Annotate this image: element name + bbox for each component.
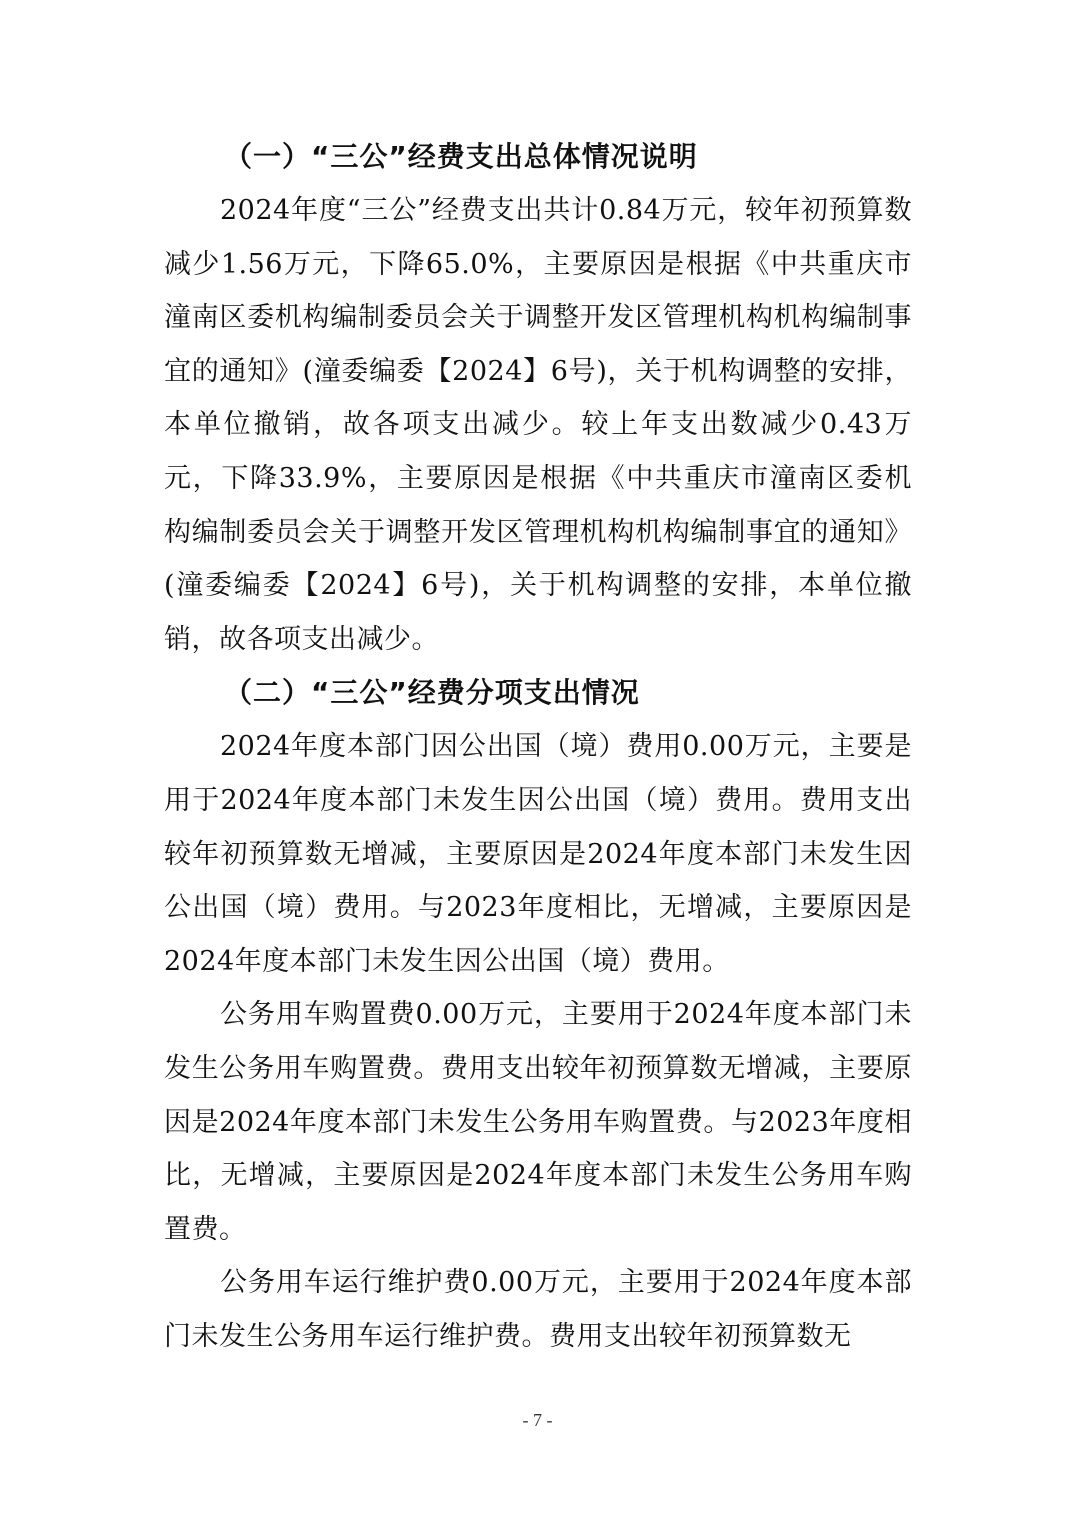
paragraph: 2024年度本部门因公出国（境）费用0.00万元，主要是用于2024年度本部门未发生因公出国（境）费用。费用支出较年初预算数无增减，主要原因是2024年度本部门未发生因公出国（境）费用。与2023年度相比，无增减，主要原因是2024年度本部门未发生因公出国（境）费用。 <box>164 731 912 977</box>
paragraph: 公务用车购置费0.00万元，主要用于2024年度本部门未发生公务用车购置费。费用支出较年初预算数无增减，主要原因是2024年度本部门未发生公务用车购置费。与2023年度相比，无增减，主要原因是2024年度本部门未发生公务用车购置费。 <box>164 999 912 1245</box>
paragraph: 公务用车运行维护费0.00万元，主要用于2024年度本部门未发生公务用车运行维护费。费用支出较年初预算数无 <box>164 1267 912 1352</box>
section-heading: （二）“三公”经费分项支出情况 <box>224 676 640 710</box>
document-body <box>164 130 912 1363</box>
section-heading: （一）“三公”经费支出总体情况说明 <box>224 140 698 173</box>
paragraph: 2024年度“三公”经费支出共计0.84万元，较年初预算数减少1.56万元，下降65.0%，主要原因是根据《中共重庆市潼南区委机构编制委员会关于调整开发区管理机构机构编制事宜的通知》(潼委编委【2024】6号)，关于机构调整的安排，本单位撤销，故各项支出减少。较上年支出数减少0.43万元，下降33.9%，主要原因是根据《中共重庆市潼南区委机构编制委员会关于调整开发区管理机构机构编制事宜的通知》(潼委编委【2024】6号)，关于机构调整的安排，本单位撤销，故各项支出减少。 <box>164 195 912 655</box>
page-number: - 7 - <box>522 1410 553 1430</box>
